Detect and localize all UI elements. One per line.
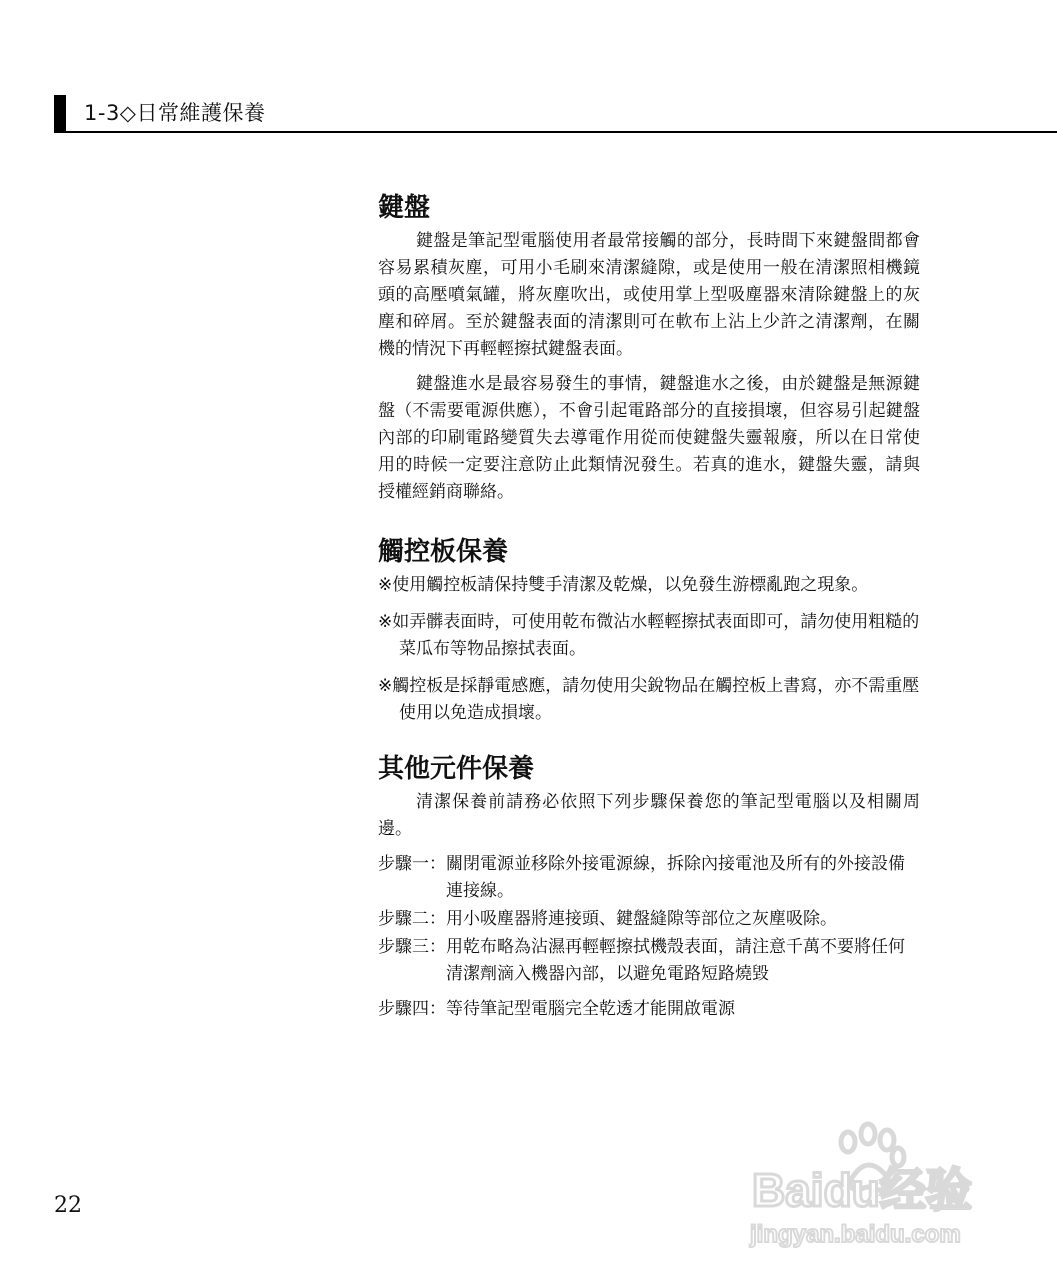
section-title-other-components: 其他元件保養 [378,754,535,784]
chapter-marker-bar [54,95,66,133]
touchpad-note: ※觸控板是採靜電感應，請勿使用尖銳物品在觸控板上書寫，亦不需重壓使用以免造成損壞。 [378,676,920,723]
step-text: 用小吸塵器將連接頭、鍵盤縫隙等部位之灰塵吸除。 [446,909,837,929]
step-text: 關閉電源並移除外接電源線，拆除內接電池及所有的外接設備連接線。 [446,854,905,901]
keyboard-paragraph: 鍵盤是筆記型電腦使用者最常接觸的部分，長時間下來鍵盤間都會容易累積灰塵，可用小毛刷來清潔縫隙，或是使用一般在清潔照相機鏡頭的高壓噴氣罐，將灰塵吹出，或使用掌上型吸塵器來清除鍵盤上的灰塵和碎屑。至於鍵盤表面的清潔則可在軟布上沾上少許之清潔劑，在關機的情況下再輕輕擦拭鍵盤表面。 [378,231,920,359]
step-label: 步驟二： [378,909,446,929]
step-text: 等待筆記型電腦完全乾透才能開啟電源 [446,999,735,1019]
watermark-url-text: jingyan.baidu.com [750,1221,961,1248]
step-item [378,851,920,905]
header-divider [54,131,1057,133]
step-label: 步驟四： [378,999,446,1019]
other-intro-paragraph: 清潔保養前請務必依照下列步驟保養您的筆記型電腦以及相關周邊。 [378,792,920,839]
step-item [378,996,920,1023]
touchpad-note: ※如弄髒表面時，可使用乾布微沾水輕輕擦拭表面即可，請勿使用粗糙的菜瓜布等物品擦拭表面。 [378,612,920,659]
step-text: 用乾布略為沾濕再輕輕擦拭機殼表面，請注意千萬不要將任何清潔劑滴入機器內部，以避免電路短路燒毀 [446,937,905,984]
touchpad-note: ※使用觸控板請保持雙手清潔及乾燥，以免發生游標亂跑之現象。 [378,575,869,595]
chapter-title: 1-3◇日常維護保養 [84,101,266,125]
step-item [378,906,920,933]
step-item [378,934,920,988]
baidu-watermark-logo [740,1120,1000,1260]
main-content [378,188,920,1024]
section-title-keyboard: 鍵盤 [378,193,431,223]
page-number: 22 [54,1193,82,1218]
section-title-touchpad: 觸控板保養 [378,537,509,567]
keyboard-paragraph: 鍵盤進水是最容易發生的事情，鍵盤進水之後，由於鍵盤是無源鍵盤（不需要電源供應），不會引起電路部分的直接損壞，但容易引起鍵盤內部的印刷電路變質失去導電作用從而使鍵盤失靈報廢，所以在日常使用的時候一定要注意防止此類情況發生。若真的進水，鍵盤失靈，請與授權經銷商聯絡。 [378,374,920,502]
watermark-brand-text: Baidu经验 [752,1164,972,1216]
step-label: 步驟三： [378,937,446,957]
step-label: 步驟一： [378,854,446,874]
